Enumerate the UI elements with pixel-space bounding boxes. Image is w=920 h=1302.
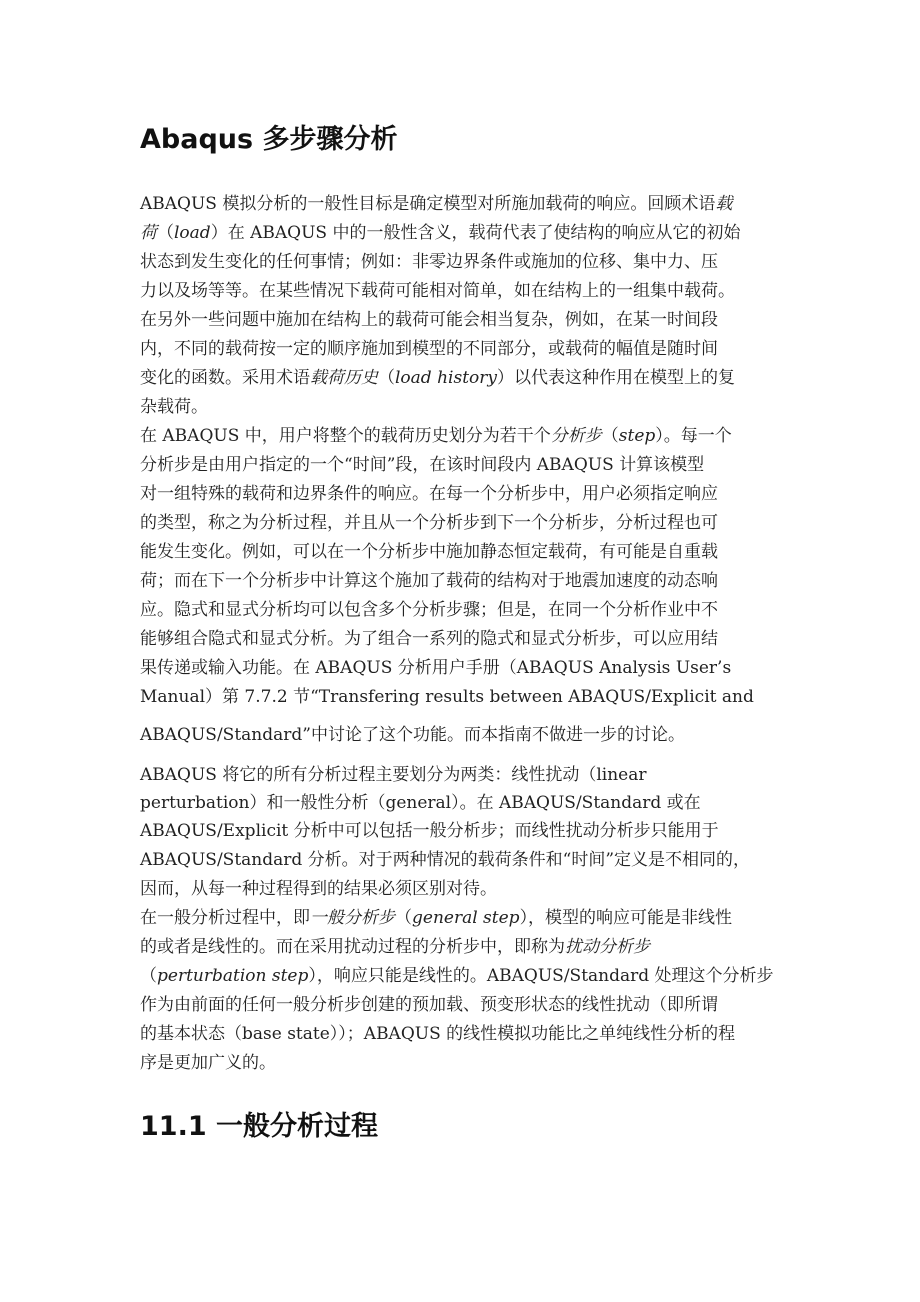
text-run: ABAQUS/Standard 分析。对于两种情况的载荷条件和“时间”定义是不相同的， (140, 850, 751, 870)
italic-term: 分析步 (550, 426, 602, 446)
text-line (140, 686, 754, 708)
italic-term: 载 (715, 194, 733, 214)
text-run: ）以代表这种作用在模型上的复 (497, 368, 735, 388)
italic-term: perturbation step (157, 966, 309, 986)
text-line (140, 936, 650, 958)
text-run: Manual）第 7.7.2 节“Transfering results between ABAQUS/Explicit and (140, 687, 754, 707)
text-run: ）。每一个 (655, 426, 732, 446)
text-run: ），模型的响应可能是非线性 (519, 908, 733, 928)
text-line (140, 396, 208, 418)
italic-term: 载荷历史 (310, 368, 378, 388)
text-line (140, 483, 718, 505)
text-run: 对一组特殊的载荷和边界条件的响应。在每一个分析步中，用户必须指定响应 (140, 484, 718, 504)
text-run: （ (601, 426, 619, 446)
text-run: ）在 ABAQUS 中的一般性含义，载荷代表了使结构的响应从它的初始 (210, 223, 741, 243)
text-run: ABAQUS 模拟分析的一般性目标是确定模型对所施加载荷的响应。回顾术语 (140, 194, 716, 214)
text-run: 能发生变化。例如，可以在一个分析步中施加静态恒定载荷，有可能是自重载 (140, 542, 718, 562)
text-run: ABAQUS/Explicit 分析中可以包括一般分析步；而线性扰动分析步只能用于 (140, 821, 719, 841)
italic-term: step (618, 426, 656, 446)
text-line (140, 994, 718, 1016)
text-line (140, 599, 718, 621)
text-line (140, 251, 718, 273)
text-run: 在另外一些问题中施加在结构上的载荷可能会相当复杂，例如，在某一时间段 (140, 310, 718, 330)
text-run: 因而，从每一种过程得到的结果必须区别对待。 (140, 879, 497, 899)
text-run: 在 ABAQUS 中，用户将整个的载荷历史划分为若干个 (140, 426, 551, 446)
text-line (140, 193, 732, 215)
text-line (140, 367, 735, 389)
italic-term: 扰动分析步 (565, 937, 650, 957)
text-line (140, 965, 774, 987)
section-heading: 11.1 一般分析过程 (140, 1111, 379, 1142)
text-run: perturbation）和一般性分析（general）。在 ABAQUS/Standard 或在 (140, 793, 701, 813)
text-run: 内，不同的载荷按一定的顺序施加到模型的不同部分，或载荷的幅值是随时间 (140, 339, 718, 359)
text-run: （ (395, 908, 412, 928)
text-run: 力以及场等等。在某些情况下载荷可能相对简单，如在结构上的一组集中载荷。 (140, 281, 735, 301)
text-run: ），响应只能是线性的。ABAQUS/Standard 处理这个分析步 (308, 966, 774, 986)
text-run: 的基本状态（base state））；ABAQUS 的线性模拟功能比之单纯线性分析的程 (140, 1024, 736, 1044)
italic-term: 荷 (140, 223, 157, 243)
text-line (140, 907, 732, 929)
text-line (140, 849, 750, 871)
text-line (140, 724, 685, 746)
text-run: （ (378, 368, 395, 388)
text-line (140, 454, 704, 476)
italic-term: 一般分析步 (310, 908, 395, 928)
text-run: 在一般分析过程中，即 (140, 908, 310, 928)
text-line (140, 1023, 735, 1045)
italic-term: load (174, 223, 211, 243)
text-line (140, 820, 719, 842)
text-line (140, 280, 735, 302)
text-line (140, 570, 718, 592)
text-line (140, 657, 731, 679)
text-run: 能够组合隐式和显式分析。为了组合一系列的隐式和显式分析步，可以应用结 (140, 629, 718, 649)
text-run: 分析步是由用户指定的一个“时间”段，在该时间段内 ABAQUS 计算该模型 (140, 455, 705, 475)
text-line (140, 878, 497, 900)
text-line (140, 628, 718, 650)
text-run: ABAQUS/Standard”中讨论了这个功能。而本指南不做进一步的讨论。 (140, 725, 685, 745)
text-run: ABAQUS 将它的所有分析过程主要划分为两类：线性扰动（linear (140, 765, 647, 785)
text-run: 变化的函数。采用术语 (140, 368, 310, 388)
page-title: Abaqus 多步骤分析 (140, 124, 398, 155)
text-line (140, 541, 718, 563)
text-run: （ (140, 966, 157, 986)
text-run: 杂载荷。 (140, 397, 208, 417)
text-line (140, 425, 732, 447)
text-run: 序是更加广义的。 (140, 1053, 276, 1073)
text-run: 状态到发生变化的任何事情；例如：非零边界条件或施加的位移、集中力、压 (140, 252, 718, 272)
text-run: 应。隐式和显式分析均可以包含多个分析步骤；但是，在同一个分析作业中不 (140, 600, 718, 620)
text-run: 的或者是线性的。而在采用扰动过程的分析步中，即称为 (140, 937, 565, 957)
text-run: 果传递或输入功能。在 ABAQUS 分析用户手册（ABAQUS Analysis User’s (140, 658, 732, 678)
text-line (140, 792, 701, 814)
text-line (140, 309, 718, 331)
text-run: 的类型，称之为分析过程，并且从一个分析步到下一个分析步，分析过程也可 (140, 513, 718, 533)
text-line (140, 1052, 276, 1074)
text-line (140, 338, 718, 360)
italic-term: general step (412, 908, 520, 928)
text-line (140, 222, 740, 244)
text-run: 荷；而在下一个分析步中计算这个施加了载荷的结构对于地震加速度的动态响 (140, 571, 718, 591)
text-line (140, 512, 718, 534)
text-run: 作为由前面的任何一般分析步创建的预加载、预变形状态的线性扰动（即所谓 (140, 995, 718, 1015)
text-run: （ (157, 223, 174, 243)
text-line (140, 764, 647, 786)
italic-term: load history (395, 368, 497, 388)
